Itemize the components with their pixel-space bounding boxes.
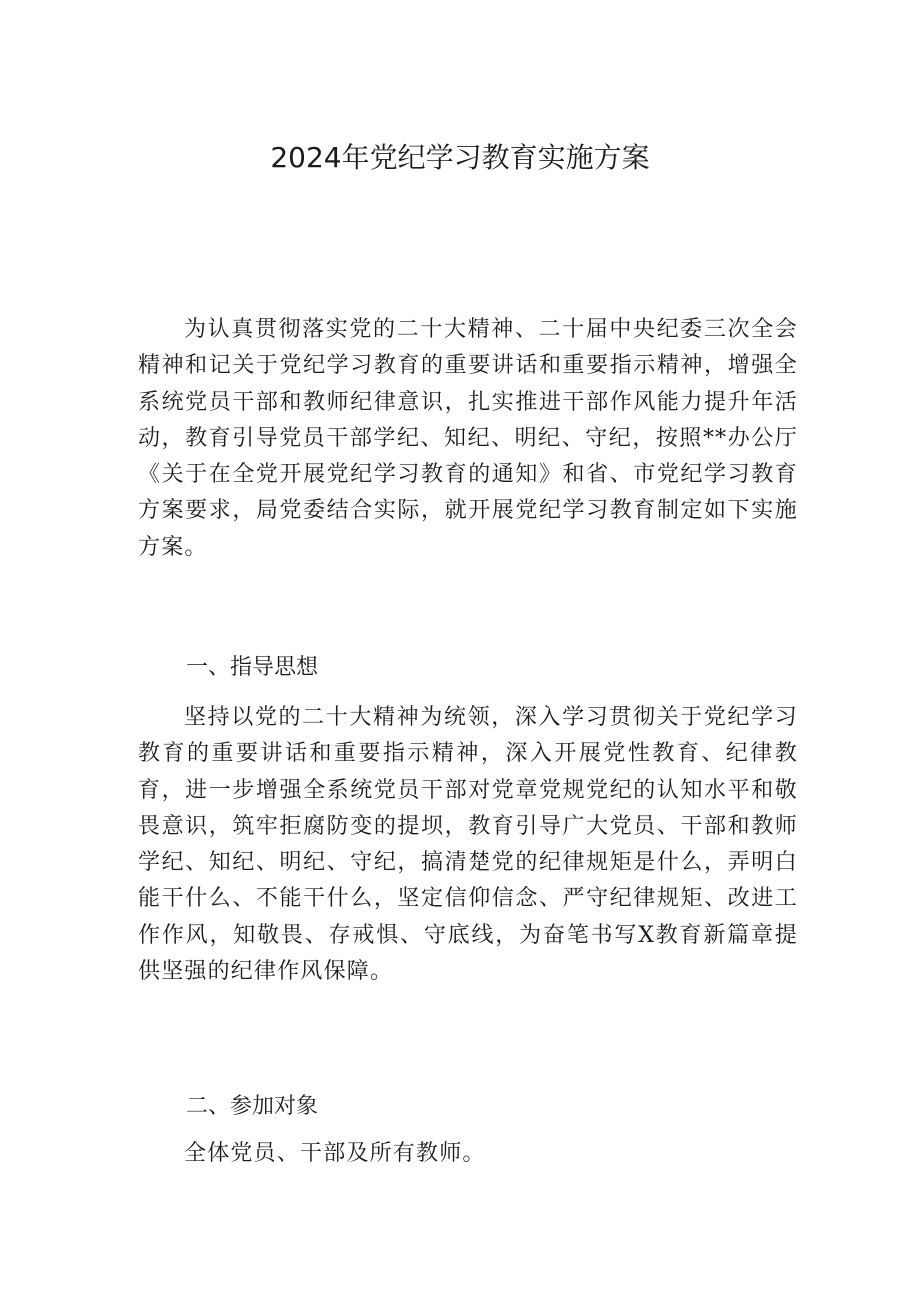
participants-text: 全体党员、干部及所有教师。 [184, 1141, 486, 1166]
section-heading-guiding-ideology: 一、指导思想 [186, 655, 319, 680]
section-heading-participants: 二、参加对象 [186, 1094, 319, 1119]
guiding-ideology-text: 坚持以党的二十大精神为统领，深入学习贯彻关于党纪学习教育的重要讲话和重要指示精神，深入开展党性教育、纪律教育，进一步增强全系统党员干部对党章党规党纪的认知水平和敬畏意识，筑牢拒腐防变的提坝，教育引导广大党员、干部和教师学纪、知纪、明纪、守纪，搞清楚党的纪律规矩是什么，弄明白能干什么、不能干什么，坚定信仰信念、严守纪律规矩、改进工作作风，知敬畏、存戒惧、守底线，为奋笔书写X教育新篇章提供坚强的纪律作风保障。 [138, 705, 798, 985]
guiding-ideology-paragraph [138, 700, 798, 990]
intro-paragraph [138, 312, 798, 566]
document-title: 2024年党纪学习教育实施方案 [270, 141, 650, 174]
intro-text: 为认真贯彻落实党的二十大精神、二十届中央纪委三次全会精神和记关于党纪学习教育的重要讲话和重要指示精神，增强全系统党员干部和教师纪律意识，扎实推进干部作风能力提升年活动，教育引导党员干部学纪、知纪、明纪、守纪，按照**办公厅《关于在全党开展党纪学习教育的通知》和省、市党纪学习教育方案要求，局党委结合实际，就开展党纪学习教育制定如下实施方案。 [138, 317, 798, 560]
participants-paragraph [138, 1136, 798, 1172]
